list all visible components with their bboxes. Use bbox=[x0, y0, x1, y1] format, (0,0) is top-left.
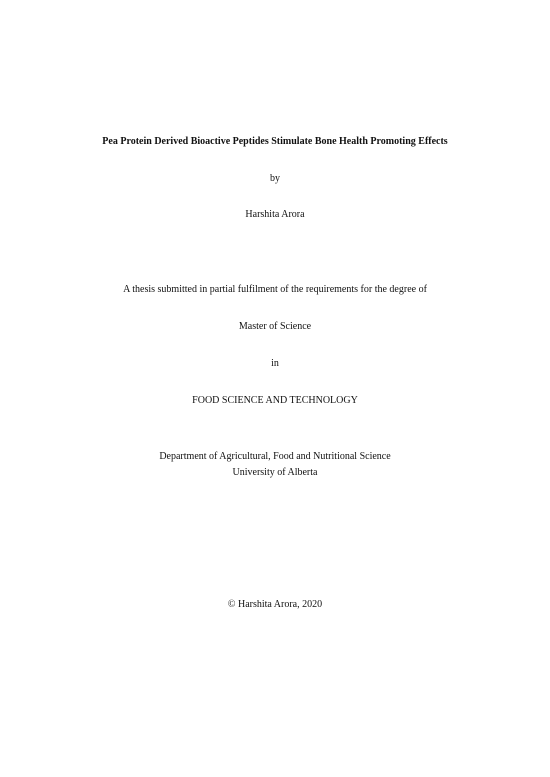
university-name: University of Alberta bbox=[232, 467, 318, 478]
field-of-study: FOOD SCIENCE AND TECHNOLOGY bbox=[192, 395, 358, 406]
submission-statement: A thesis submitted in partial fulfilment of the requirements for the degree of bbox=[123, 284, 427, 295]
by-label: by bbox=[270, 173, 280, 184]
author-name: Harshita Arora bbox=[245, 209, 305, 220]
thesis-title: Pea Protein Derived Bioactive Peptides Stimulate Bone Health Promoting Effects bbox=[102, 136, 448, 147]
copyright-notice: © Harshita Arora, 2020 bbox=[227, 599, 323, 610]
department-name: Department of Agricultural, Food and Nutritional Science bbox=[159, 451, 391, 462]
in-label: in bbox=[271, 358, 279, 369]
degree-name: Master of Science bbox=[238, 321, 312, 332]
